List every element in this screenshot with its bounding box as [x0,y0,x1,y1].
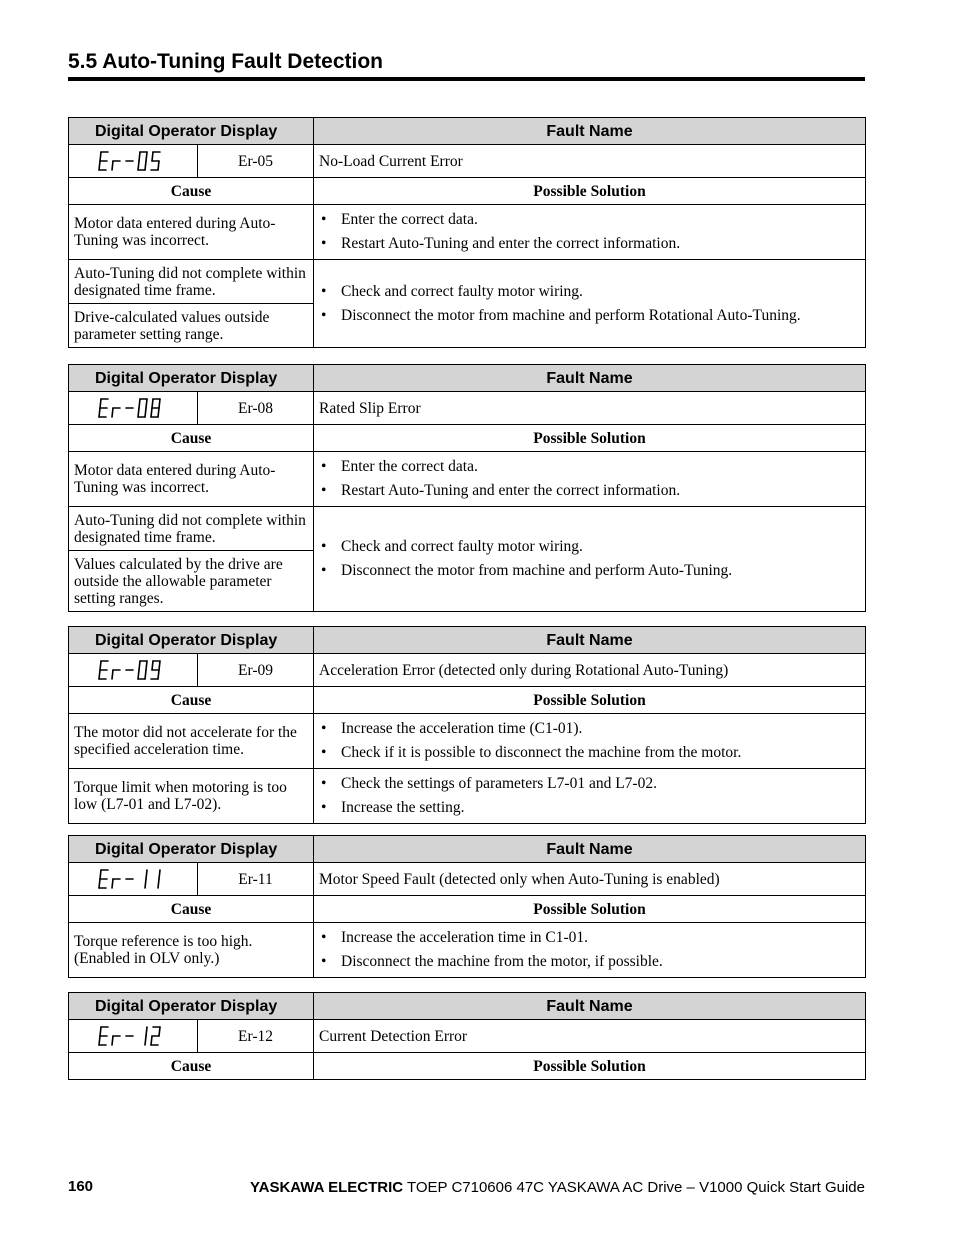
solution-item: • Disconnect the machine from the motor, if possible. [319,950,860,974]
solution-item: • Enter the correct data. [319,208,860,232]
fault-table-er08 [68,364,866,612]
display-header: Digital Operator Display [69,836,314,863]
fault-table-er11 [68,835,866,978]
solution-cell [314,205,866,260]
cause-cell: Auto-Tuning did not complete within designated time frame. [69,260,314,304]
solution-header: Possible Solution [314,1053,866,1080]
solution-item: • Increase the setting. [319,796,860,820]
lcd-display [69,1020,198,1053]
lcd-display [69,654,198,687]
solution-item: • Check if it is possible to disconnect the machine from the motor. [319,741,860,765]
fault-code: Er-09 [198,654,314,687]
cause-header: Cause [69,1053,314,1080]
fault-name: Rated Slip Error [314,392,866,425]
fault-code: Er-08 [198,392,314,425]
solution-header: Possible Solution [314,687,866,714]
solution-item: • Restart Auto-Tuning and enter the correct information. [319,232,860,256]
solution-item: • Enter the correct data. [319,455,860,479]
solution-cell [314,260,866,348]
footer-doc: TOEP C710606 47C YASKAWA AC Drive – V1000 Quick Start Guide [403,1179,865,1196]
solution-item: • Disconnect the motor from machine and perform Rotational Auto-Tuning. [319,304,860,328]
footer-text [250,1179,865,1196]
section-title: 5.5 Auto-Tuning Fault Detection [68,50,383,73]
display-header: Digital Operator Display [69,365,314,392]
solution-item: • Check and correct faulty motor wiring. [319,535,860,559]
seven-segment-display [69,149,197,173]
solution-cell [314,769,866,824]
solution-item: • Check the settings of parameters L7-01 and L7-02. [319,772,860,796]
lcd-display [69,145,198,178]
solution-item: • Check and correct faulty motor wiring. [319,280,860,304]
fault-name: Current Detection Error [314,1020,866,1053]
display-header: Digital Operator Display [69,993,314,1020]
lcd-display [69,392,198,425]
fault-name: Acceleration Error (detected only during Rotational Auto-Tuning) [314,654,866,687]
cause-header: Cause [69,896,314,923]
fault-name-header: Fault Name [314,836,866,863]
fault-code: Er-12 [198,1020,314,1053]
cause-cell: The motor did not accelerate for the specified acceleration time. [69,714,314,769]
seven-segment-display [69,658,197,682]
solution-item: • Disconnect the motor from machine and perform Auto-Tuning. [319,559,860,583]
cause-cell: Torque limit when motoring is too low (L7-01 and L7-02). [69,769,314,824]
cause-header: Cause [69,687,314,714]
footer-brand: YASKAWA ELECTRIC [250,1179,404,1196]
fault-name-header: Fault Name [314,627,866,654]
fault-name: No-Load Current Error [314,145,866,178]
fault-code: Er-05 [198,145,314,178]
fault-name-header: Fault Name [314,365,866,392]
fault-name-header: Fault Name [314,993,866,1020]
solution-header: Possible Solution [314,425,866,452]
cause-cell: Auto-Tuning did not complete within designated time frame. [69,507,314,551]
solution-header: Possible Solution [314,178,866,205]
fault-table-er12 [68,992,866,1080]
fault-table-er05 [68,117,866,348]
cause-cell: Torque reference is too high. (Enabled in OLV only.) [69,923,314,978]
seven-segment-display [69,867,197,891]
display-header: Digital Operator Display [69,627,314,654]
solution-header: Possible Solution [314,896,866,923]
page-number: 160 [68,1178,94,1195]
solution-item: • Restart Auto-Tuning and enter the correct information. [319,479,860,503]
seven-segment-display [69,1024,197,1048]
fault-name-header: Fault Name [314,118,866,145]
cause-cell: Drive-calculated values outside parameter setting range. [69,304,314,348]
cause-header: Cause [69,425,314,452]
cause-cell: Motor data entered during Auto-Tuning was incorrect. [69,452,314,507]
solution-item: • Increase the acceleration time (C1-01). [319,717,860,741]
solution-cell [314,452,866,507]
solution-item: • Increase the acceleration time in C1-01. [319,926,860,950]
seven-segment-display [69,396,197,420]
cause-header: Cause [69,178,314,205]
solution-cell [314,923,866,978]
fault-table-er09 [68,626,866,824]
fault-code: Er-11 [198,863,314,896]
title-rule [68,77,865,81]
display-header: Digital Operator Display [69,118,314,145]
lcd-display [69,863,198,896]
fault-name: Motor Speed Fault (detected only when Auto-Tuning is enabled) [314,863,866,896]
cause-cell: Values calculated by the drive are outside the allowable parameter setting ranges. [69,551,314,612]
solution-cell [314,714,866,769]
solution-cell [314,507,866,612]
cause-cell: Motor data entered during Auto-Tuning was incorrect. [69,205,314,260]
